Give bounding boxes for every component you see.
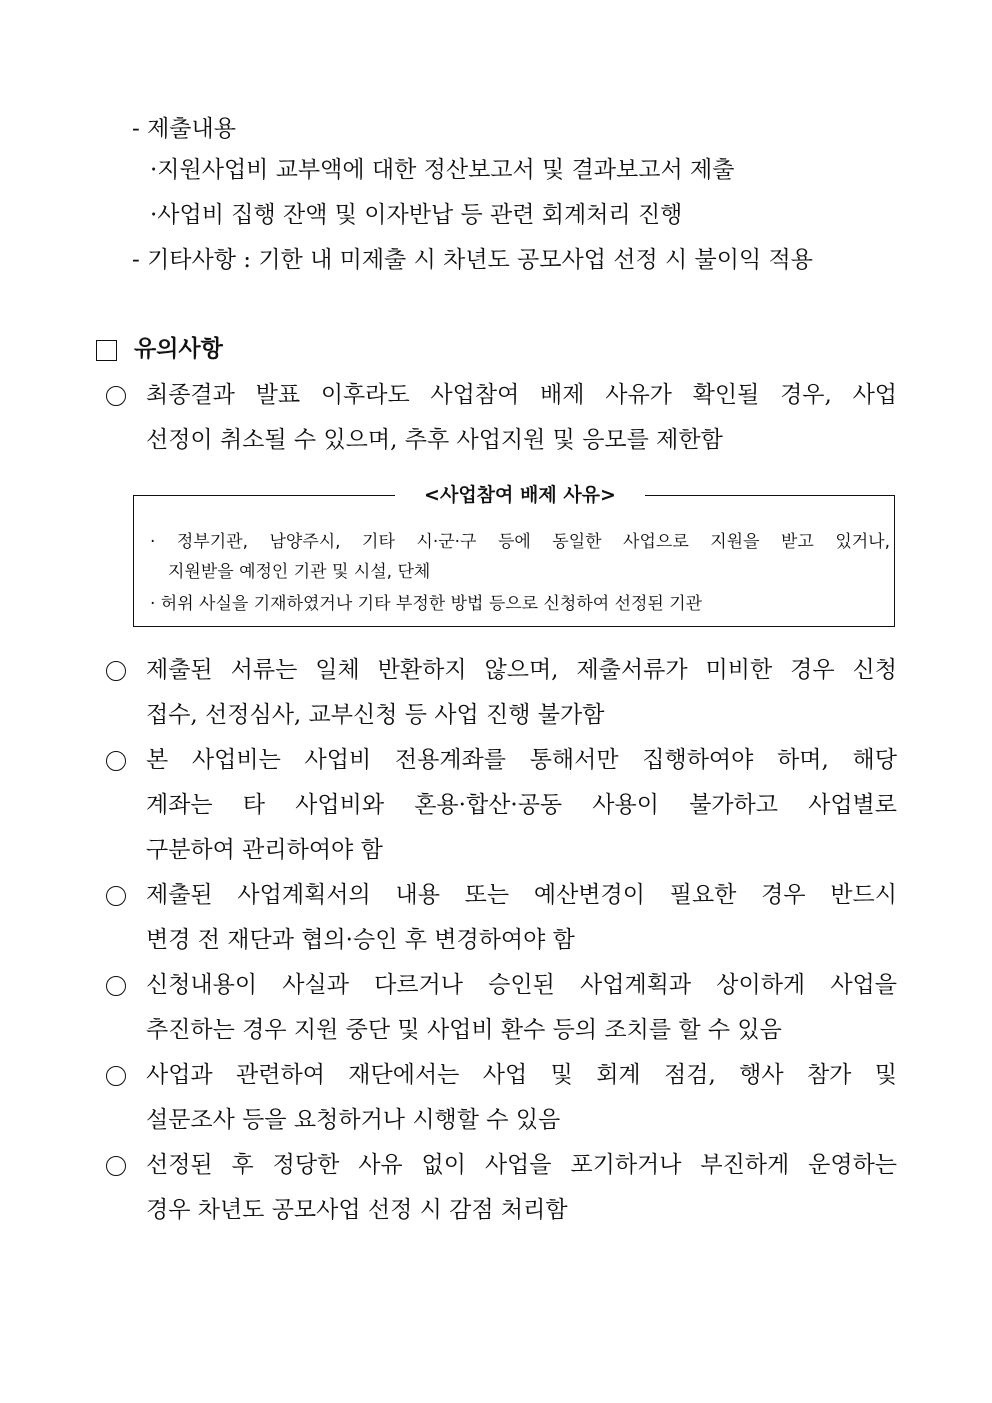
circle-bullet-icon xyxy=(106,751,126,771)
note-7-line-1: 선정된 후 정당한 사유 없이 사업을 포기하거나 부진하게 운영하는 xyxy=(146,1152,897,1178)
exclusion-line-3: · 허위 사실을 기재하였거나 기타 부정한 방법 등으로 신청하여 선정된 기관 xyxy=(150,594,703,614)
square-bullet-icon xyxy=(96,340,117,361)
submission-other: - 기타사항 : 기한 내 미제출 시 차년도 공모사업 선정 시 불이익 적용 xyxy=(132,247,813,273)
note-3-line-2: 계좌는 타 사업비와 혼용·합산·공동 사용이 불가하고 사업별로 xyxy=(146,792,897,818)
submission-content-label: - 제출내용 xyxy=(132,116,236,142)
box-top-border-right xyxy=(645,495,895,496)
note-7-line-2: 경우 차년도 공모사업 선정 시 감점 처리함 xyxy=(146,1197,568,1223)
note-5-line-1: 신청내용이 사실과 다르거나 승인된 사업계획과 상이하게 사업을 xyxy=(146,972,897,998)
note-5-line-2: 추진하는 경우 지원 중단 및 사업비 환수 등의 조치를 할 수 있음 xyxy=(146,1017,782,1043)
circle-bullet-icon xyxy=(106,976,126,996)
note-4-line-2: 변경 전 재단과 협의·승인 후 변경하여야 함 xyxy=(146,927,575,953)
notes-title: 유의사항 xyxy=(134,336,223,362)
note-2-line-2: 접수, 선정심사, 교부신청 등 사업 진행 불가함 xyxy=(146,702,605,728)
note-3-line-3: 구분하여 관리하여야 함 xyxy=(146,837,383,863)
circle-bullet-icon xyxy=(106,1066,126,1086)
box-top-border-left xyxy=(133,495,395,496)
exclusion-line-1: · 정부기관, 남양주시, 기타 시·군·구 등에 동일한 사업으로 지원을 받고 있거나, xyxy=(150,532,890,552)
circle-bullet-icon xyxy=(106,386,126,406)
note-3-line-1: 본 사업비는 사업비 전용계좌를 통해서만 집행하여야 하며, 해당 xyxy=(146,747,897,773)
exclusion-box-title: <사업참여 배제 사유> xyxy=(424,484,616,506)
exclusion-line-2: 지원받을 예정인 기관 및 시설, 단체 xyxy=(168,562,431,582)
note-1-line-1: 최종결과 발표 이후라도 사업참여 배제 사유가 확인될 경우, 사업 xyxy=(146,382,897,408)
note-2-line-1: 제출된 서류는 일체 반환하지 않으며, 제출서류가 미비한 경우 신청 xyxy=(146,657,897,683)
note-6-line-2: 설문조사 등을 요청하거나 시행할 수 있음 xyxy=(146,1107,561,1133)
note-1-line-2: 선정이 취소될 수 있으며, 추후 사업지원 및 응모를 제한함 xyxy=(146,427,723,453)
note-6-line-1: 사업과 관련하여 재단에서는 사업 및 회계 점검, 행사 참가 및 xyxy=(146,1062,897,1088)
submission-item-2: ·사업비 집행 잔액 및 이자반납 등 관련 회계처리 진행 xyxy=(150,202,683,228)
submission-item-1: ·지원사업비 교부액에 대한 정산보고서 및 결과보고서 제출 xyxy=(150,157,735,183)
circle-bullet-icon xyxy=(106,886,126,906)
circle-bullet-icon xyxy=(106,661,126,681)
circle-bullet-icon xyxy=(106,1156,126,1176)
note-4-line-1: 제출된 사업계획서의 내용 또는 예산변경이 필요한 경우 반드시 xyxy=(146,882,897,908)
